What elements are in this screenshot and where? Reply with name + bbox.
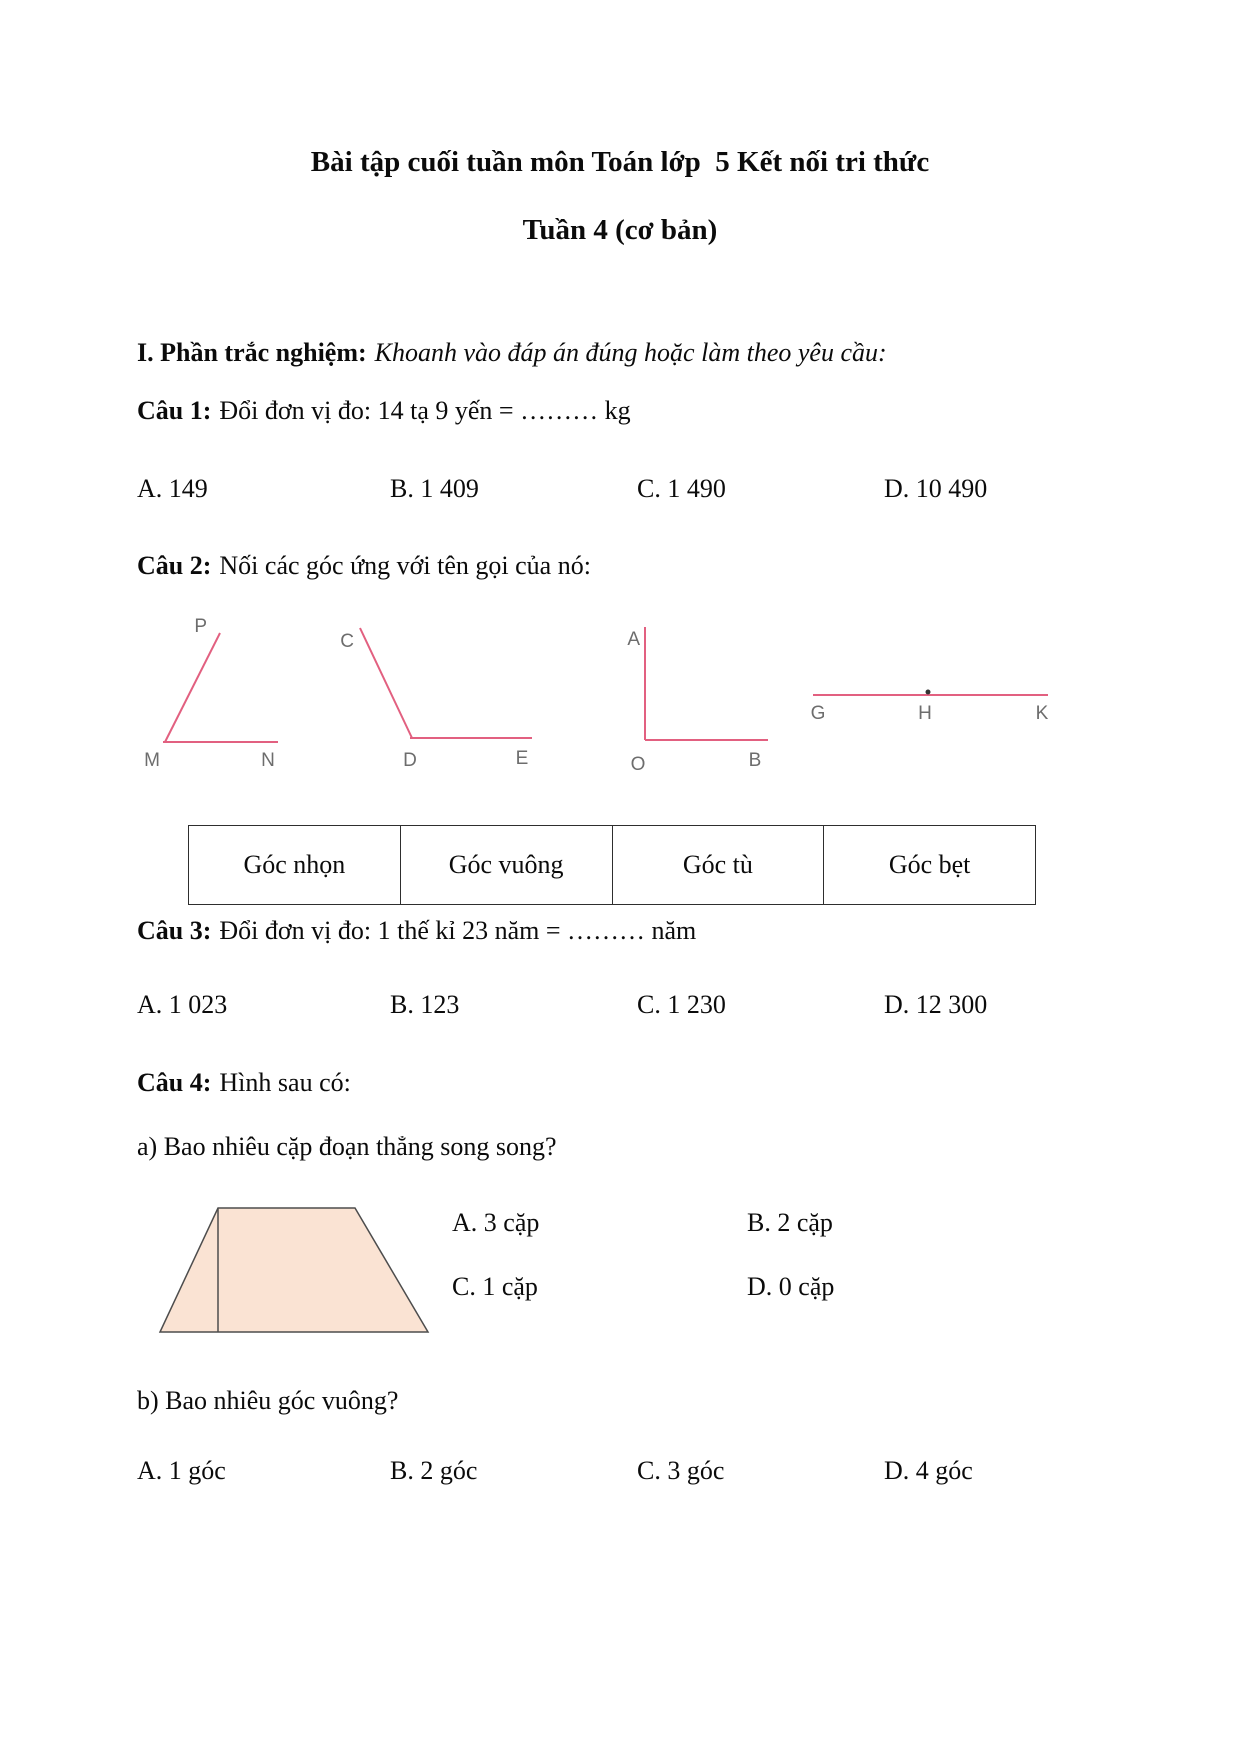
straight-right-label: K: [1035, 703, 1049, 724]
q1-option-b: B. 1 409: [390, 474, 479, 503]
straight-angle-figure: [811, 690, 1049, 725]
question-4-label: Câu 4:: [137, 1068, 212, 1097]
question-4-text: Hình sau có:: [219, 1068, 351, 1097]
q1-option-a: A. 149: [137, 474, 208, 503]
question-4a-options-row2: [0, 1272, 1240, 1304]
straight-mid-label: H: [918, 703, 932, 724]
right-end-label: B: [748, 750, 762, 771]
question-1-label: Câu 1:: [137, 396, 212, 425]
table-cell-right: Góc vuông: [401, 826, 613, 904]
question-3: [137, 916, 696, 946]
question-3-text: Đổi đơn vị đo: 1 thế kỉ 23 năm = ……… năm: [219, 916, 697, 945]
question-4a-options-row1: [0, 1208, 1240, 1240]
acute-top-label: P: [194, 616, 207, 637]
q1-option-d: D. 10 490: [884, 474, 988, 503]
q4b-option-a: A. 1 góc: [137, 1456, 226, 1485]
table-cell-obtuse: Góc tù: [613, 826, 825, 904]
obtuse-angle-figure: [340, 628, 532, 771]
question-1-text: Đổi đơn vị đo: 14 tạ 9 yến = ……… kg: [219, 396, 631, 425]
acute-vertex-label: M: [144, 750, 160, 771]
q4a-option-d: D. 0 cặp: [747, 1272, 835, 1301]
doc-subtitle: Tuần 4 (cơ bản): [522, 214, 718, 246]
section-heading: I. Phần trắc nghiệm:: [137, 338, 367, 367]
q3-option-c: C. 1 230: [637, 990, 726, 1019]
table-cell-acute: Góc nhọn: [189, 826, 401, 904]
right-angle-figure: [627, 627, 768, 775]
right-vertex-label: O: [630, 754, 646, 775]
table-cell-straight: Góc bẹt: [888, 850, 971, 879]
point-h-dot: [926, 690, 931, 695]
question-4a-text: a) Bao nhiêu cặp đoạn thẳng song song?: [137, 1132, 557, 1161]
straight-left-label: G: [810, 703, 826, 724]
question-4b-text: b) Bao nhiêu góc vuông?: [137, 1386, 399, 1415]
doc-title: Bài tập cuối tuần môn Toán lớp 5 Kết nối tri thức: [310, 146, 930, 178]
q4a-option-c: C. 1 cặp: [452, 1272, 538, 1301]
angle-figures: [130, 598, 1080, 783]
question-4b-options: [0, 1456, 1240, 1488]
q4a-option-a: A. 3 cặp: [452, 1208, 540, 1237]
q4b-option-d: D. 4 góc: [884, 1456, 973, 1485]
section-heading-line: [137, 338, 887, 368]
acute-angle-figure: [144, 616, 278, 771]
question-3-options: [0, 990, 1240, 1022]
q1-option-c: C. 1 490: [637, 474, 726, 503]
angle-name-table: [188, 825, 1036, 905]
acute-end-label: N: [261, 750, 275, 771]
question-2-text: Nối các góc ứng với tên gọi của nó:: [219, 551, 591, 580]
obtuse-top-label: C: [340, 631, 354, 652]
question-1: [137, 396, 631, 426]
q4b-option-b: B. 2 góc: [390, 1456, 478, 1485]
q4b-option-c: C. 3 góc: [637, 1456, 725, 1485]
obtuse-end-label: E: [515, 748, 529, 769]
q3-option-a: A. 1 023: [137, 990, 228, 1019]
section-instruction: Khoanh vào đáp án đúng hoặc làm theo yêu cầu:: [374, 338, 887, 367]
question-3-label: Câu 3:: [137, 916, 212, 945]
q3-option-b: B. 123: [390, 990, 460, 1019]
q3-option-d: D. 12 300: [884, 990, 988, 1019]
right-top-label: A: [627, 629, 640, 650]
question-4: [137, 1068, 351, 1098]
question-1-options: [0, 474, 1240, 506]
obtuse-vertex-label: D: [403, 750, 417, 771]
question-2: [137, 551, 591, 581]
question-2-label: Câu 2:: [137, 551, 212, 580]
q4a-option-b: B. 2 cặp: [747, 1208, 833, 1237]
